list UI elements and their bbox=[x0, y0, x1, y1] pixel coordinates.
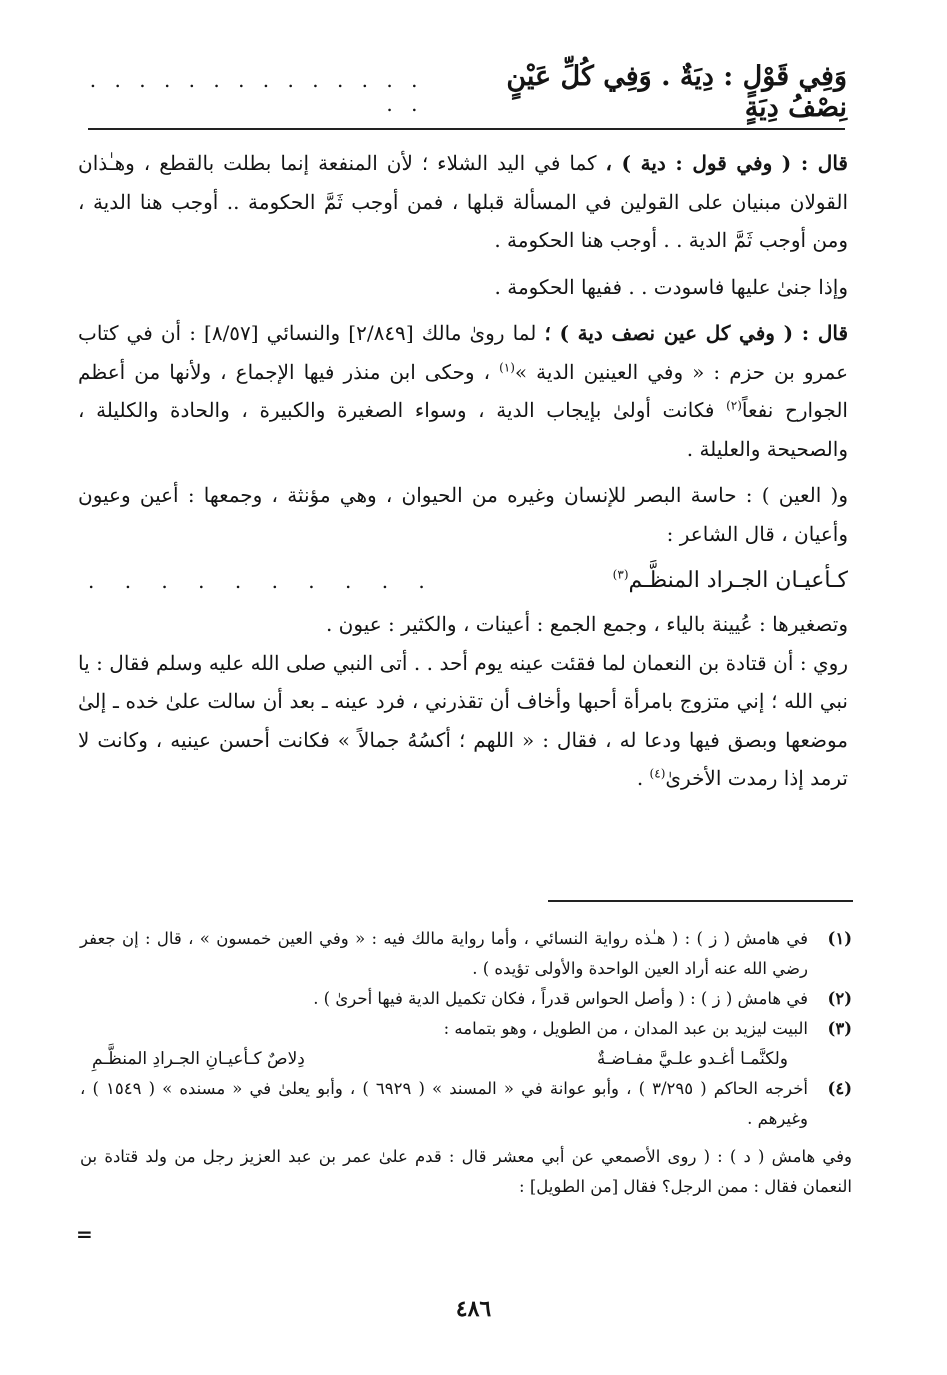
footnote-text: في هامش ( ز ) : ( وأصل الحواس قدراً ، فكان تكميل الدية فيها أحرىٰ ) . bbox=[313, 989, 808, 1008]
continuation-mark: = bbox=[76, 1222, 93, 1246]
header-rule bbox=[88, 128, 845, 130]
paragraph-2: وإذا جنىٰ عليها فاسودت . . ففيها الحكومة . bbox=[494, 274, 848, 299]
footnote-2 bbox=[80, 984, 852, 1014]
main-text bbox=[78, 144, 848, 798]
paragraph-3-text-a: لما روىٰ مالك [٢/٨٤٩] والنسائي [٨/٥٧] : أن في كتاب عمرو بن حزم : « وفي العينين الدية » bbox=[78, 321, 849, 384]
matn-quote-2: قال : ( وفي كل عين نصف دية ) ؛ bbox=[544, 321, 849, 345]
paragraph-6 bbox=[78, 644, 848, 798]
footnote-number: (١) bbox=[827, 929, 852, 948]
header-title: وَفِي قَوْلٍ : دِيَةٌ . وَفِي كُلِّ عَيْنٍ نِصْفُ دِيَةٍ bbox=[506, 61, 847, 123]
footnote-text: أخرجه الحاكم ( ٣/٢٩٥ ) ، وأبو عوانة في « المسند » ( ٦٩٢٩ ) ، وأبو يعلىٰ في « مسنده » ( ١٥٤٩ ) ، وغيرهم . bbox=[80, 1079, 808, 1128]
running-header bbox=[80, 61, 847, 123]
footnote-3 bbox=[80, 1014, 852, 1044]
footnote-number: (٤) bbox=[827, 1079, 852, 1098]
footnote-ref-1[interactable]: (١) bbox=[499, 359, 515, 374]
footnote-number: (٣) bbox=[827, 1019, 852, 1038]
footnotes bbox=[80, 924, 852, 1202]
paragraph-4: و( العين ) : حاسة البصر للإنسان وغيره من الحيوان ، وهي مؤنثة ، وجمعها : أعين وعيون وأعيان ، قال الشاعر : bbox=[78, 483, 848, 546]
verse-first-hemistich: ولكنَّمـا أغـدو علـيَّ مفـاضـةٌ bbox=[596, 1049, 788, 1069]
paragraph-1-text: كما في اليد الشلاء ؛ لأن المنفعة إنما بطلت بالقطع ، وهـٰذان القولان مبنيان على القولين في المسألة قبلها ، فمن أوجب ثَمَّ الحكومة .. أوجب هنا الدية ، ومن أوجب ثَمَّ الدية . . أوجب هنا الحكومة . bbox=[78, 151, 848, 252]
header-dots: . . . . . . . . . . . . . . . . bbox=[89, 68, 424, 116]
verse-text: كـأعيـان الجـراد المنظَّـم bbox=[628, 567, 848, 593]
footnote-text: البيت ليزيد بن عبد المدان ، من الطويل ، وهو بتمامه : bbox=[443, 1019, 808, 1038]
paragraph-1 bbox=[78, 144, 848, 260]
matn-quote-1: قال : ( وفي قول : دية ) ، bbox=[605, 151, 848, 175]
paragraph-6-end: . bbox=[636, 766, 644, 790]
margin-note-d: وفي هامش ( د ) : ( روى الأصمعي عن أبي معشر قال : قدم علىٰ عمر بن عبد العزيز رجل من ولد قتادة بن النعمان فقال : ممن الرجل؟ فقال [من الطويل] : bbox=[80, 1147, 852, 1196]
footnote-text: في هامش ( ز ) : ( هـٰذه رواية النسائي ، وأما رواية مالك فيه : « وفي العين خمسون » ، قال : إن جعفر رضي الله عنه أراد العين الواحدة والأولى تؤيده ) . bbox=[80, 929, 808, 978]
paragraph-6-text: روي : أن قتادة بن النعمان لما فقئت عينه يوم أحد . . أتى النبي صلى الله عليه وسلم فقال : يا نبي الله ؛ إني متزوج بامرأة أحبها وأخاف أن تقذرني ، فرد عينه ـ بعد أن سالت علىٰ خده ـ إلىٰ موضعها وبصق فيها ودعا له ، فقال : « اللهم ؛ أكسُهُ جمالاً » فكانت أحسن عينيه ، وكانت لا ترمد إذا رمدت الأخرىٰ bbox=[78, 650, 849, 790]
footnote-ref-2[interactable]: (٢) bbox=[726, 398, 742, 413]
verse-second-hemistich: دِلاصٌ كـأعيـانِ الجـرادِ المنظَّـمِ bbox=[92, 1049, 305, 1069]
paragraph-3-text-b: ، وحكى ابن منذر فيها الإجماع ، ولأنها من أعظم الجوارح نفعاً bbox=[78, 359, 848, 422]
paragraph-3-text-c: فكانت أولىٰ بإيجاب الدية ، وسواء الصغيرة والكبيرة ، والحادة والكليلة ، والصحيحة والعليلة . bbox=[78, 398, 848, 461]
footnote-1 bbox=[80, 924, 852, 984]
footnote-number: (٢) bbox=[827, 989, 852, 1008]
footnote-verse bbox=[80, 1044, 852, 1074]
poetry-verse bbox=[78, 557, 848, 605]
paragraph-5: وتصغيرها : عُيينة بالياء ، وجمع الجمع : أعينات ، والكثير : عيون . bbox=[325, 612, 848, 636]
footnote-rule bbox=[548, 900, 853, 902]
footnote-ref-3[interactable]: (٣) bbox=[612, 567, 629, 582]
page-number: ٤٨٦ bbox=[455, 1296, 492, 1322]
verse-ellipsis: . . . . . . . . . . bbox=[88, 568, 437, 593]
footnote-4 bbox=[80, 1074, 852, 1134]
verse-hemistich bbox=[613, 562, 848, 601]
footnote-ref-4[interactable]: (٤) bbox=[649, 766, 666, 781]
paragraph-3 bbox=[78, 314, 848, 468]
